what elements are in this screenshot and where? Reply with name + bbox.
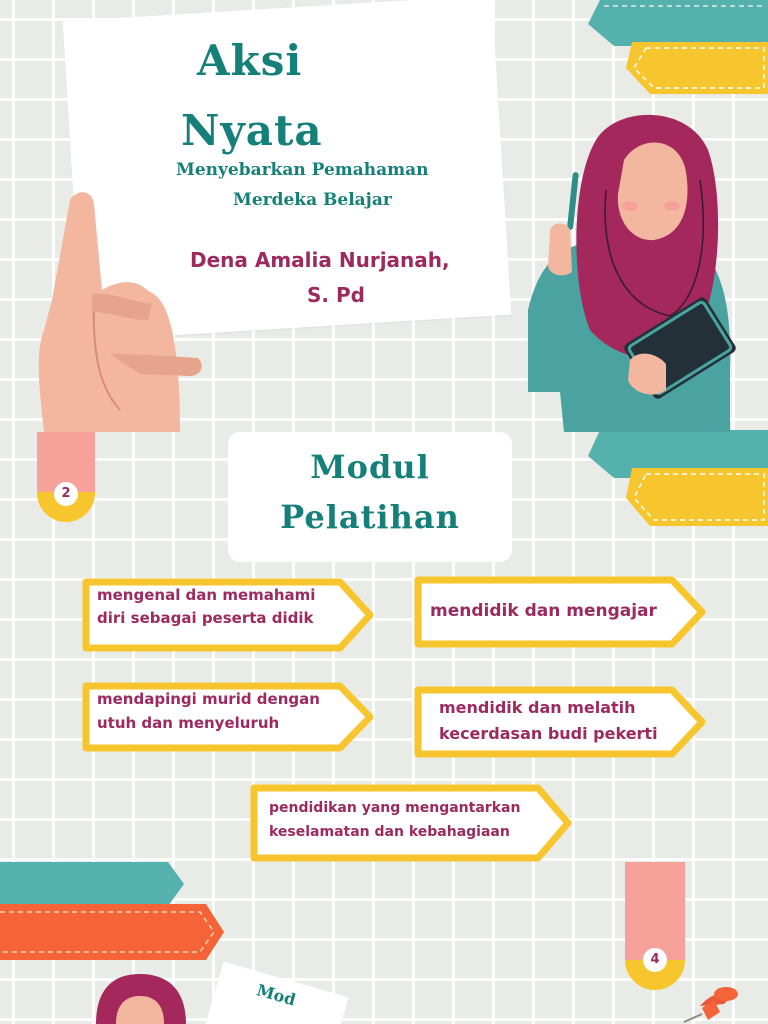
teacher-hijab-illustration xyxy=(520,110,750,432)
ribbon-decoration-middle xyxy=(584,430,768,530)
page-number-tab xyxy=(37,432,95,522)
topic-text-line-2: kecerdasan budi pekerti xyxy=(439,724,658,743)
push-pin-icon xyxy=(680,984,750,1024)
modul-title-line-1: Modul xyxy=(310,448,430,486)
topic-text-line-2: keselamatan dan kebahagiaan xyxy=(269,824,510,840)
topic-text-line-1: mendidik dan mengajar xyxy=(430,601,657,621)
topic-arrow-box xyxy=(250,784,574,862)
topic-text-line-1: mengenal dan memahami xyxy=(97,586,316,604)
ribbon-decoration-bottom xyxy=(0,860,230,970)
topic-text-line-2: diri sebagai peserta didik xyxy=(97,609,314,627)
topic-text-line-1: pendidikan yang mengantarkan xyxy=(269,800,521,816)
subtitle-line-1: Menyebarkan Pemahaman xyxy=(176,160,429,180)
topic-arrow-box xyxy=(414,576,708,648)
topic-arrow-box xyxy=(82,578,376,652)
topic-arrow-box xyxy=(82,682,376,752)
page-number: 4 xyxy=(643,948,667,972)
next-page-card-peek xyxy=(201,962,348,1024)
modul-title-line-2: Pelatihan xyxy=(280,498,460,536)
topic-text-line-1: mendidik dan melatih xyxy=(439,698,636,717)
ribbon-decoration-top xyxy=(584,0,768,100)
topic-text-line-2: utuh dan menyeluruh xyxy=(97,714,280,732)
hand-holding-card-icon xyxy=(30,180,210,432)
next-page-card-text: Mod xyxy=(254,980,298,1010)
topic-text-line-1: mendapingi murid dengan xyxy=(97,690,320,708)
author-degree: S. Pd xyxy=(307,283,365,307)
modul-card xyxy=(228,432,512,562)
title-line-1: Aksi xyxy=(197,36,303,85)
subtitle-line-2: Merdeka Belajar xyxy=(233,190,392,210)
title-line-2: Nyata xyxy=(181,106,323,155)
author-name: Dena Amalia Nurjanah, xyxy=(190,248,450,272)
page-number: 2 xyxy=(54,482,78,506)
page-number-tab xyxy=(625,862,685,990)
topic-arrow-box xyxy=(414,686,708,758)
next-page-hijab-peek xyxy=(92,968,192,1024)
